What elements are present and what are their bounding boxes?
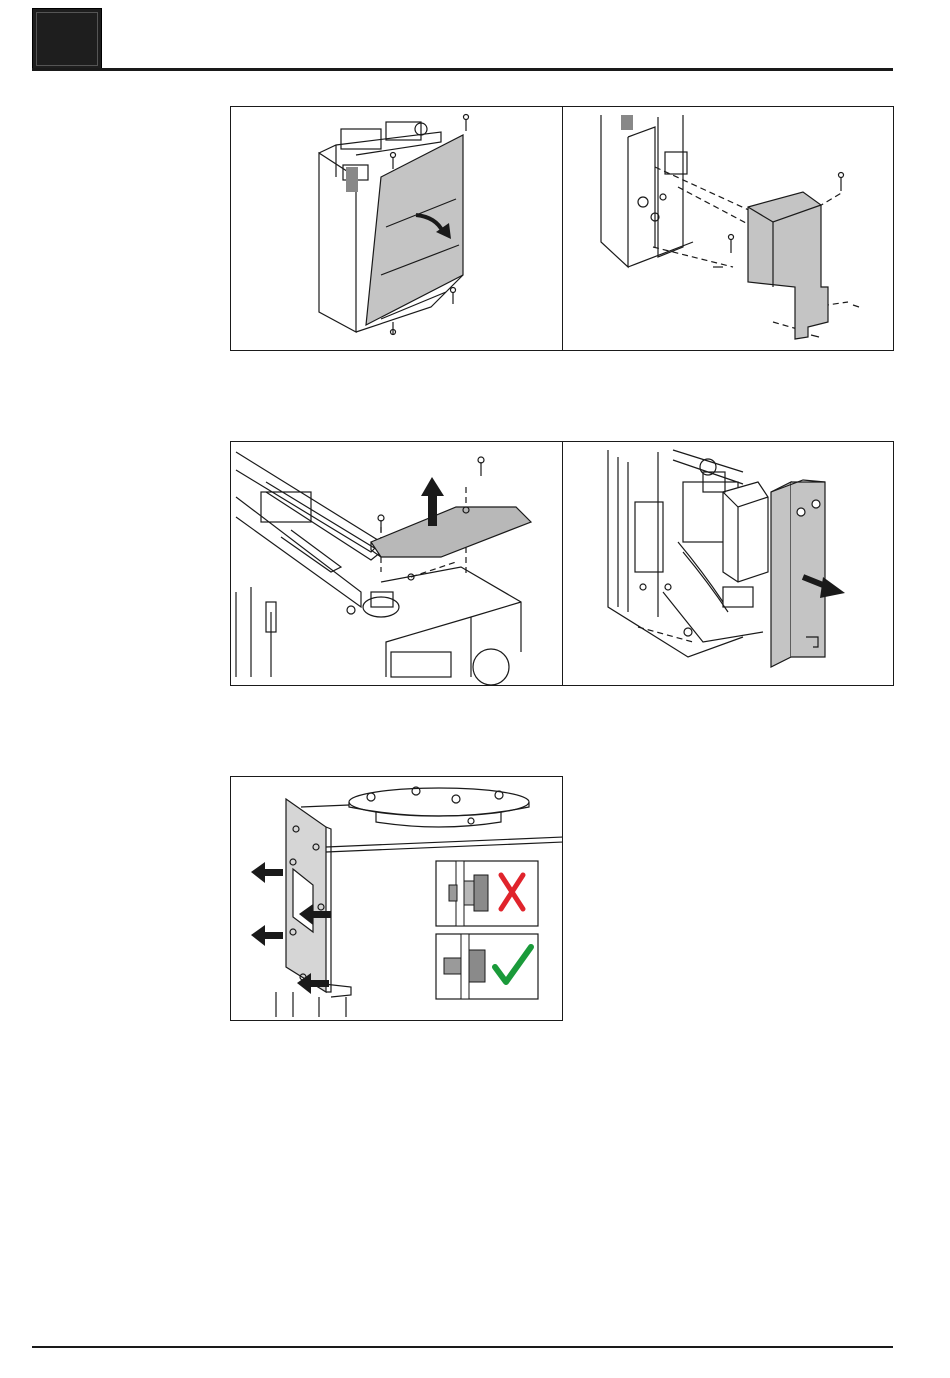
inset-incorrect bbox=[436, 861, 538, 926]
figure-remove-side-hood bbox=[563, 107, 894, 351]
chapter-tab bbox=[32, 8, 102, 70]
figure-remove-front-cover bbox=[231, 107, 562, 351]
footer-rule bbox=[32, 1346, 893, 1348]
figure-remove-side-panel bbox=[563, 442, 894, 686]
figure-row-1 bbox=[230, 106, 894, 351]
figure-remove-top-plate bbox=[231, 442, 562, 686]
figure-mounting-bracket bbox=[231, 777, 563, 1021]
inset-correct bbox=[436, 934, 538, 999]
header-rule bbox=[32, 68, 893, 71]
figure-row-3 bbox=[230, 776, 563, 1021]
figure-row-2 bbox=[230, 441, 894, 686]
